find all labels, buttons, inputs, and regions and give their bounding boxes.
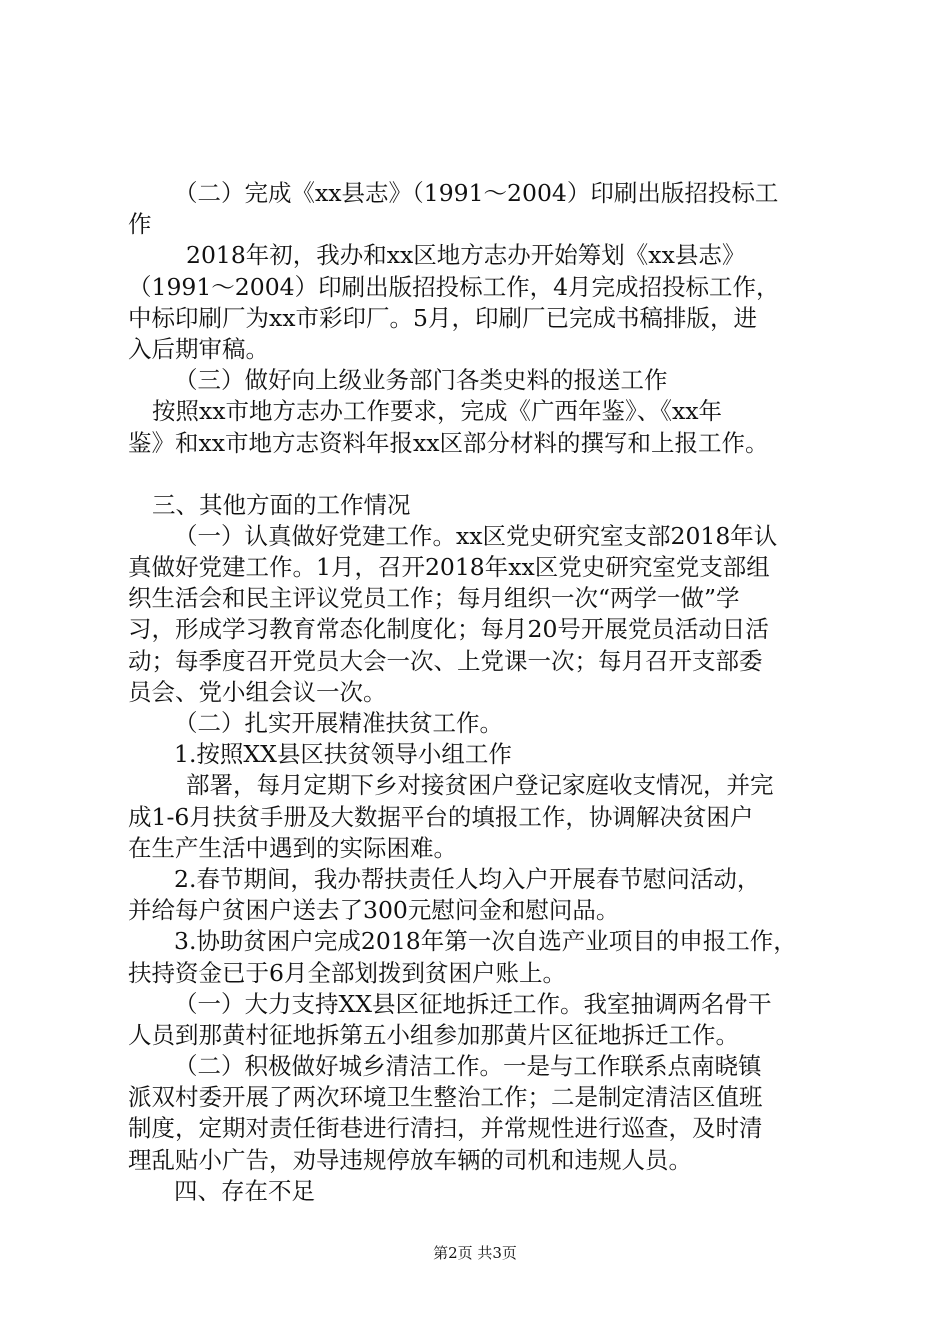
text-line: 成1-6月扶贫手册及大数据平台的填报工作，协调解决贫困户: [128, 802, 754, 831]
text-line: 中标印刷厂为xx市彩印厂。5月，印刷厂已完成书稿排版，进: [128, 303, 757, 332]
document-body: [128, 178, 838, 1207]
text-line: 在生产生活中遇到的实际困难。: [128, 833, 457, 862]
text-line: 并给每户贫困户送去了300元慰问金和慰问品。: [128, 896, 620, 925]
text-line: 按照xx市地方志办工作要求，完成《广西年鉴》、《xx年: [152, 397, 723, 426]
text-line: 2.春节期间，我办帮扶责任人均入户开展春节慰问活动，: [174, 864, 761, 893]
text-line: 1.按照XX县区扶贫领导小组工作: [174, 740, 512, 769]
text-line: （二）积极做好城乡清洁工作。一是与工作联系点南晓镇: [174, 1052, 762, 1081]
text-line: 人员到那黄村征地拆第五小组参加那黄片区征地拆迁工作。: [128, 1020, 739, 1049]
section-heading-shortcomings: 四、存在不足: [174, 1176, 315, 1205]
text-line: 理乱贴小广告，劝导违规停放车辆的司机和违规人员。: [128, 1145, 692, 1174]
text-line: （一）认真做好党建工作。xx区党史研究室支部2018年认: [174, 521, 778, 550]
text-line: 动；每季度召开党员大会一次、上党课一次；每月召开支部委: [128, 646, 763, 675]
blank-line: [128, 459, 838, 490]
text-line: 织生活会和民主评议党员工作；每月组织一次“两学一做”学: [128, 584, 740, 613]
page-number-footer: 第2页 共3页: [433, 1244, 517, 1262]
section-heading-other-work: 三、其他方面的工作情况: [152, 490, 411, 519]
text-line: 作: [128, 210, 152, 239]
text-line: 派双村委开展了两次环境卫生整治工作；二是制定清洁区值班: [128, 1083, 763, 1112]
text-line: 部署，每月定期下乡对接贫困户登记家庭收支情况，并完: [186, 771, 774, 800]
text-line: 真做好党建工作。1月，召开2018年xx区党史研究室党支部组: [128, 553, 770, 582]
text-line: 2018年初，我办和xx区地方志办开始筹划《xx县志》: [186, 241, 746, 270]
text-line: 制度，定期对责任街巷进行清扫，并常规性进行巡查，及时清: [128, 1114, 763, 1143]
text-line: 扶持资金已于6月全部划拨到贫困户账上。: [128, 958, 566, 987]
text-line: 习，形成学习教育常态化制度化；每月20号开展党员活动日活: [128, 615, 769, 644]
text-line: 鉴》和xx市地方志资料年报xx区部分材料的撰写和上报工作。: [128, 428, 769, 457]
text-line: （1991～2004）印刷出版招投标工作，4月完成招投标工作，: [128, 272, 780, 301]
text-line: （一）大力支持XX县区征地拆迁工作。我室抽调两名骨干: [174, 989, 772, 1018]
section-heading-historical-materials: （三）做好向上级业务部门各类史料的报送工作: [174, 366, 668, 395]
text-line: 3.协助贫困户完成2018年第一次自选产业项目的申报工作，: [174, 927, 797, 956]
text-line: 员会、党小组会议一次。: [128, 677, 387, 706]
section-heading-poverty-alleviation: （二）扎实开展精准扶贫工作。: [174, 709, 503, 737]
text-line: 入后期审稿。: [128, 334, 269, 363]
section-heading-county-annals: （二）完成《xx县志》（1991～2004）印刷出版招投标工: [174, 179, 779, 207]
